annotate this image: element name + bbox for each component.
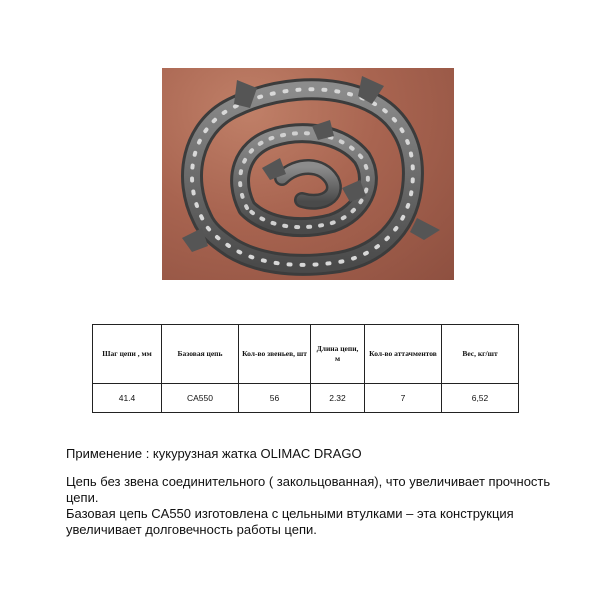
chain-illustration [162,68,454,280]
header-chain-pitch: Шаг цепи , мм [93,325,162,384]
cell-attachment-count: 7 [365,384,442,413]
header-weight: Вес, кг/шт [442,325,519,384]
header-link-count: Кол-во звеньев, шт [239,325,311,384]
header-base-chain: Базовая цепь [162,325,239,384]
cell-chain-pitch: 41.4 [93,384,162,413]
description-line: Базовая цепь CA550 изготовлена с цельными втулками – эта конструкция [66,506,514,521]
header-attachment-count: Кол-во аттачментов [365,325,442,384]
cell-weight: 6,52 [442,384,519,413]
description-line: увеличивает долговечность работы цепи. [66,522,317,537]
product-photo [162,68,454,280]
spec-table [92,324,519,413]
cell-chain-length: 2.32 [311,384,365,413]
header-chain-length: Длина цепи, м [311,325,365,384]
application-line: Применение : кукурузная жатка OLIMAC DRAGO [66,446,362,461]
table-header-row [93,325,519,384]
description-line: Цепь без звена соединительного ( закольцованная), что увеличивает прочность [66,474,551,489]
cell-base-chain: CA550 [162,384,239,413]
cell-link-count: 56 [239,384,311,413]
table-row [93,384,519,413]
description-block [66,474,586,538]
description-line: цепи. [66,490,99,505]
